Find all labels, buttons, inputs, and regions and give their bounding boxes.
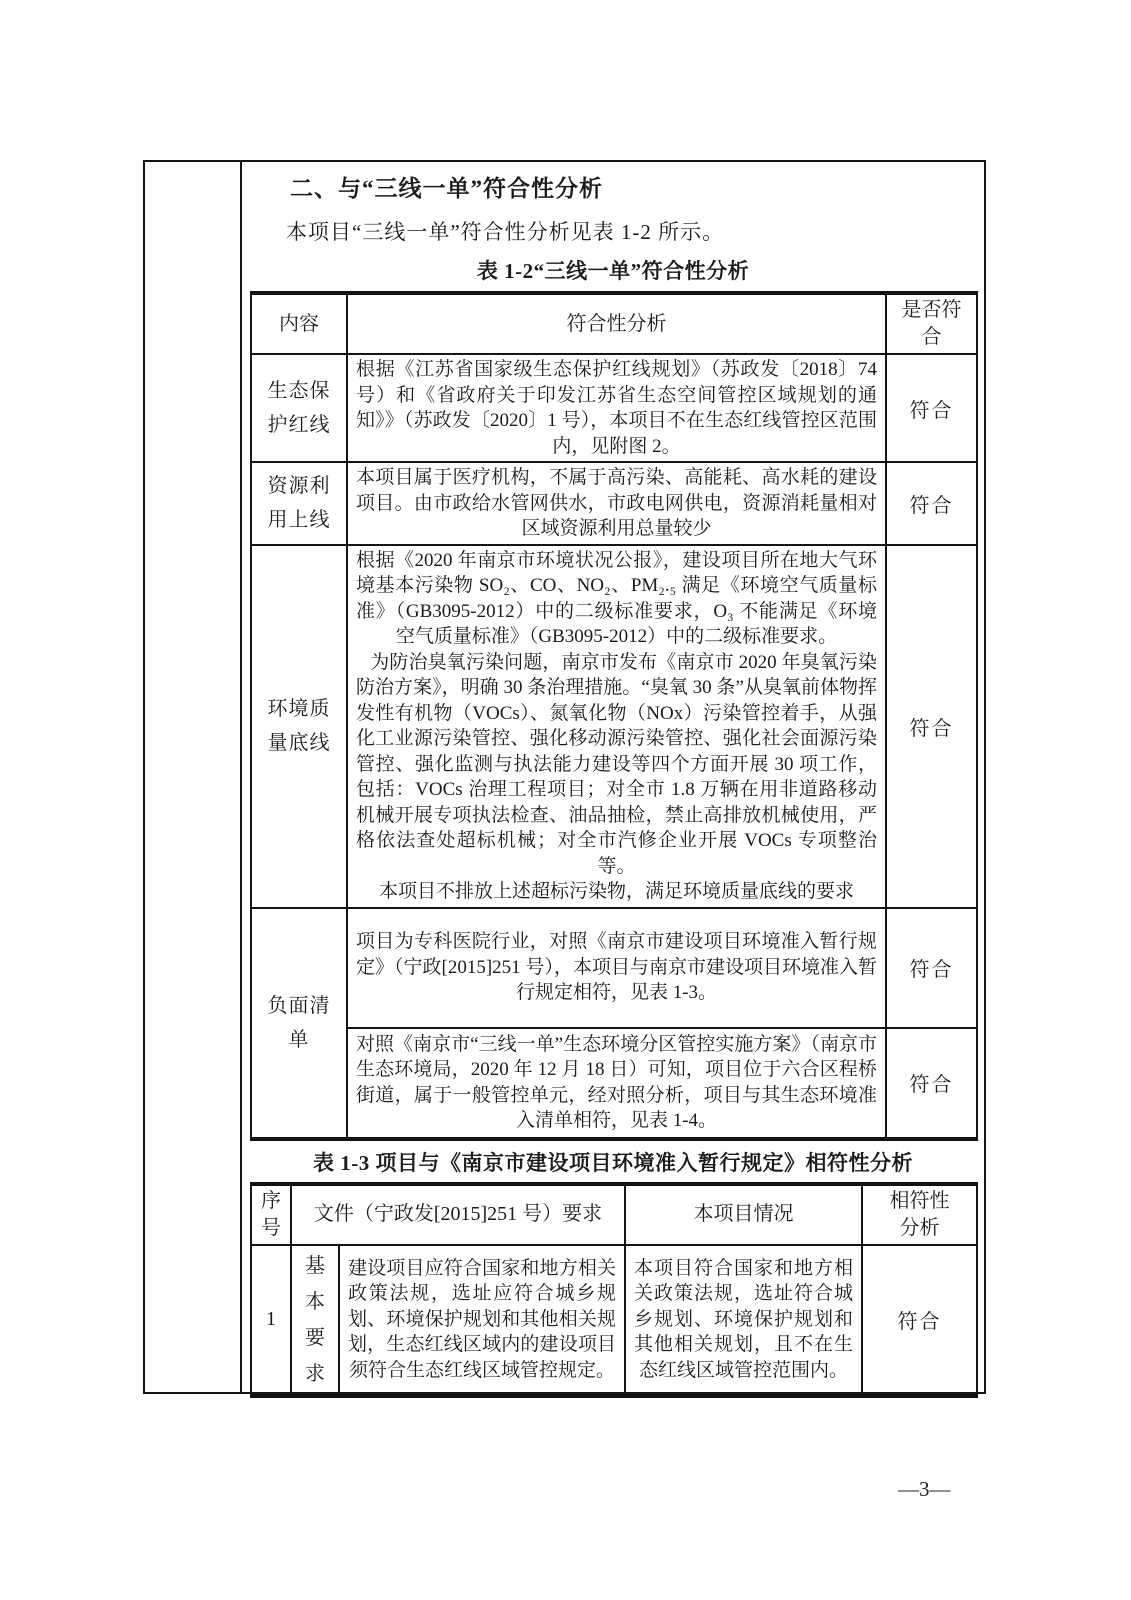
row-label-env-quality: 环境质量底线 xyxy=(251,545,347,908)
table-1-3 xyxy=(250,1182,978,1398)
status-cell-eco-redline: 符合 xyxy=(886,354,977,462)
table-1-2-caption: 表 1-2“三线一单”符合性分析 xyxy=(476,259,750,283)
analysis-cell-negative-2 xyxy=(347,1028,886,1139)
status-cell-negative-1: 符合 xyxy=(886,908,977,1028)
analysis-cell-negative-1 xyxy=(347,908,886,1028)
analysis-paragraph: 本项目属于医疗机构，不属于高污染、高能耗、高水耗的建设项目。由市政给水管网供水，市政电网供电，资源消耗量相对区域资源利用总量较少 xyxy=(356,467,877,539)
page-number: —3— xyxy=(898,1477,951,1501)
form-left-column-divider xyxy=(240,162,242,1392)
header-content-cell: 内容 xyxy=(251,293,347,354)
category-cell-basic-requirement: 基本要求 xyxy=(291,1245,339,1396)
header-serial-cell: 序号 xyxy=(251,1184,291,1245)
table-1-3-header-row xyxy=(251,1184,977,1245)
requirement-cell xyxy=(339,1245,625,1396)
header-project-cell: 本项目情况 xyxy=(625,1184,862,1245)
analysis-cell-resource-limit xyxy=(347,462,886,545)
form-content-area xyxy=(250,162,976,1398)
serial-number-cell: 1 xyxy=(251,1245,291,1396)
header-conform-cell: 是否符合 xyxy=(886,293,977,354)
table-row-env-quality xyxy=(251,545,977,908)
analysis-paragraph: 为防治臭氧污染问题，南京市发布《南京市 2020 年臭氧污染防治方案》，明确 30 条治理措施。“臭氧 30 条”从臭氧前体物挥发性有机物（VOCs）、氮氧化物（NOx）污染管控着手，从强化工业源污染管控、强化移动源污染管控、强化社会面源污染管控、强化监测与执法能力建设等四个方面开展 30 项工作，包括：VOCs 治理工程项目；对全市 1.8 万辆在用非道路移动机械开展专项执法检查、油品抽检，禁止高排放机械使用，严格依法查处超标机械；对全市汽修企业开展 VOCs 专项整治等。 xyxy=(356,651,877,877)
row-label-negative-list: 负面清单 xyxy=(251,908,347,1139)
analysis-paragraph: 本项目不排放上述超标污染物，满足环境质量底线的要求 xyxy=(378,881,854,902)
table-1-2-header-row xyxy=(251,293,977,354)
row-label-eco-redline: 生态保护红线 xyxy=(251,354,347,462)
row-label-resource-limit: 资源利用上线 xyxy=(251,462,347,545)
table-1-3-caption: 表 1-3 项目与《南京市建设项目环境准入暂行规定》相符性分析 xyxy=(313,1150,913,1175)
requirement-paragraph: 建设项目应符合国家和地方相关政策法规，选址应符合城乡规划、环境保护规划和其他相关规划，生态红线区域内的建设项目须符合生态红线区域管控规定。 xyxy=(348,1257,617,1381)
analysis-cell-eco-redline xyxy=(347,354,886,462)
status-cell-env-quality: 符合 xyxy=(886,545,977,908)
status-cell-resource-limit: 符合 xyxy=(886,462,977,545)
intro-paragraph: 本项目“三线一单”符合性分析见表 1-2 所示。 xyxy=(286,220,725,244)
table-1-2 xyxy=(250,291,978,1141)
header-conformance-cell: 相符性分析 xyxy=(862,1184,977,1245)
analysis-paragraph: 项目为专科医院行业，对照《南京市建设项目环境准入暂行规定》（宁政[2015]251 号），本项目与南京市建设项目环境准入暂行规定相符，见表 1-3。 xyxy=(356,931,877,1004)
table-row-resource-limit xyxy=(251,462,977,545)
analysis-paragraph: 对照《南京市“三线一单”生态环境分区管控实施方案》（南京市生态环境局，2020 年 12 月 18 日）可知，项目位于六合区程桥街道，属于一般管控单元，经对照分析，项目与其生态环境准入清单相符，见表 1-4。 xyxy=(356,1033,877,1131)
table-row-negative-list-2 xyxy=(251,1028,977,1139)
analysis-cell-env-quality xyxy=(347,545,886,908)
header-analysis-cell: 符合性分析 xyxy=(347,293,886,354)
status-cell-negative-2: 符合 xyxy=(886,1028,977,1139)
section-heading: 二、与“三线一单”符合性分析 xyxy=(290,176,603,201)
status-cell-basic-requirement: 符合 xyxy=(862,1245,977,1396)
header-requirement-cell: 文件（宁政发[2015]251 号）要求 xyxy=(291,1184,625,1245)
table-row-basic-requirement xyxy=(251,1245,977,1396)
table-row-eco-redline xyxy=(251,354,977,462)
analysis-paragraph: 根据《2020 年南京市环境状况公报》，建设项目所在地大气环境基本污染物 SO₂、CO、NO₂、PM₂.₅ 满足《环境空气质量标准》（GB3095-2012）中的二级标准要求，O₃ 不能满足《环境空气质量标准》（GB3095-2012）中的二级标准要求。 xyxy=(356,549,877,647)
analysis-paragraph: 根据《江苏省国家级生态保护红线规划》（苏政发〔2018〕74 号）和《省政府关于印发江苏省生态空间管控区域规划的通知》》（苏政发〔2020〕1 号），本项目不在生态红线管控区范围内，见附图 2。 xyxy=(356,359,877,457)
project-situation-paragraph: 本项目符合国家和地方相关政策法规，选址符合城乡规划、环境保护规划和其他相关规划，且不在生态红线区域管控范围内。 xyxy=(634,1257,854,1381)
project-situation-cell xyxy=(625,1245,862,1396)
table-row-negative-list-1 xyxy=(251,908,977,1028)
